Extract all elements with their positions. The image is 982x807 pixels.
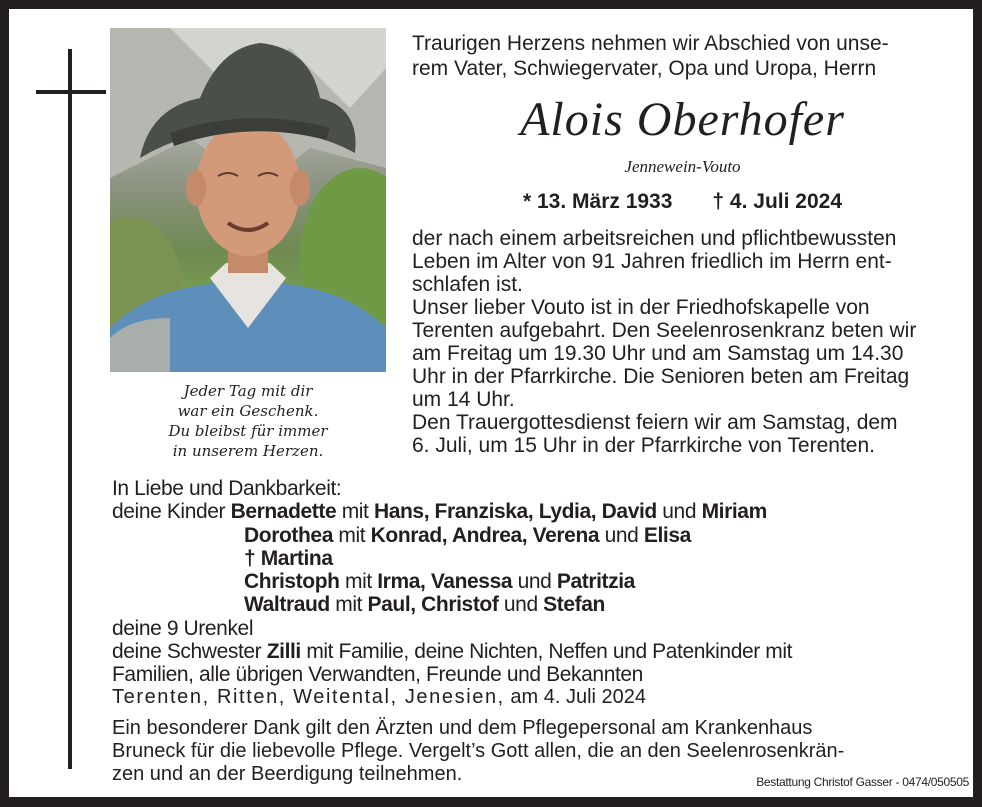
connector: mit (338, 523, 366, 547)
body-line: 6. Juli, um 15 Uhr in der Pfarrkirche von Terenten. (412, 434, 875, 457)
memorial-motto (110, 381, 386, 461)
connector: und (604, 523, 639, 547)
undertaker-credit: Bestattung Christof Gasser - 0474/050505 (756, 775, 969, 789)
child-row (112, 570, 952, 593)
child-row (112, 593, 952, 616)
body-line: der nach einem arbeitsreichen und pflichtbewussten (412, 227, 897, 250)
life-dates (412, 188, 953, 216)
body-line: um 14 Uhr. (412, 388, 515, 411)
cross-icon-vertical (68, 49, 72, 769)
child-family: Konrad, Andrea, Verena (370, 523, 600, 547)
body-line: Leben im Alter von 91 Jahren friedlich im Herrn ent- (412, 250, 892, 273)
portrait-photo (110, 28, 386, 372)
places: Terenten, Ritten, Weitental, Jenesien, (112, 686, 505, 708)
sister-prefix: deine Schwester (112, 640, 262, 664)
intro-line: Traurigen Herzens nehmen wir Abschied von unse- (412, 32, 889, 55)
announcement-body (412, 227, 953, 457)
child-name: Dorothea (244, 523, 333, 547)
death-date: † 4. Juli 2024 (712, 190, 843, 213)
motto-line: in unserem Herzen. (172, 442, 324, 460)
child-name: Christoph (244, 570, 340, 594)
child-family-last: Patritzia (556, 570, 635, 594)
deceased-nickname: Jennewein-Vouto (624, 157, 741, 176)
child-name: † Martina (244, 546, 333, 570)
child-family-last: Miriam (701, 500, 767, 524)
family-mourners (112, 477, 952, 687)
motto-line: Du bleibst für immer (168, 422, 328, 440)
date: am 4. Juli 2024 (510, 686, 647, 708)
sister-row (112, 640, 952, 663)
thanks-line: zen und an der Beerdigung teilnehmen. (112, 763, 463, 785)
thanks-line: Bruneck für die liebevolle Pflege. Vergelt’s Gott allen, die an den Seelenrosenkrän- (112, 740, 845, 762)
children-label: deine Kinder (112, 500, 226, 524)
child-family: Irma, Vanessa (377, 570, 513, 594)
birth-date: * 13. März 1933 (522, 190, 673, 213)
motto-line: war ein Geschenk. (177, 402, 319, 420)
body-line: schlafen ist. (412, 273, 523, 296)
family-heading: In Liebe und Dankbarkeit: (112, 477, 342, 500)
child-name: Waltraud (244, 593, 330, 617)
portrait-illustration (110, 28, 386, 372)
motto-line: Jeder Tag mit dir (183, 382, 313, 400)
body-line: am Freitag um 19.30 Uhr und am Samstag um 14.30 (412, 342, 904, 365)
connector: mit (341, 500, 369, 524)
relatives-row: Familien, alle übrigen Verwandten, Freunde und Bekannten (112, 663, 643, 687)
child-row (112, 500, 952, 523)
body-line: Terenten aufgebahrt. Den Seelenrosenkranz beten wir (412, 319, 917, 342)
connector: und (503, 593, 538, 617)
child-row (112, 547, 952, 570)
connector: mit (345, 570, 372, 594)
deceased-name: Alois Oberhofer (520, 93, 845, 146)
body-line: Uhr in der Pfarrkirche. Die Senioren beten am Freitag (412, 365, 910, 388)
great-grandchildren: deine 9 Urenkel (112, 616, 254, 640)
child-family: Hans, Franziska, Lydia, David (373, 500, 657, 524)
child-family: Paul, Christof (367, 593, 499, 617)
connector: und (662, 500, 697, 524)
intro-text (412, 31, 953, 81)
body-line: Unser lieber Vouto ist in der Friedhofskapelle von (412, 296, 870, 319)
intro-line: rem Vater, Schwiegervater, Opa und Uropa, Herrn (412, 57, 877, 80)
child-row (112, 524, 952, 547)
child-name: Bernadette (230, 500, 337, 524)
place-date (112, 685, 646, 709)
child-family-last: Elisa (643, 523, 691, 547)
connector: mit (335, 593, 363, 617)
connector: und (517, 570, 552, 594)
thanks-line: Ein besonderer Dank gilt den Ärzten und dem Pflegepersonal am Krankenhaus (112, 717, 813, 739)
child-family-last: Stefan (543, 593, 605, 617)
body-line: Den Trauergottesdienst feiern wir am Samstag, dem (412, 411, 898, 434)
sister-name: Zilli (266, 640, 301, 664)
sister-suffix: mit Familie, deine Nichten, Neffen und Patenkinder mit (306, 640, 793, 664)
cross-icon-horizontal (36, 90, 106, 94)
